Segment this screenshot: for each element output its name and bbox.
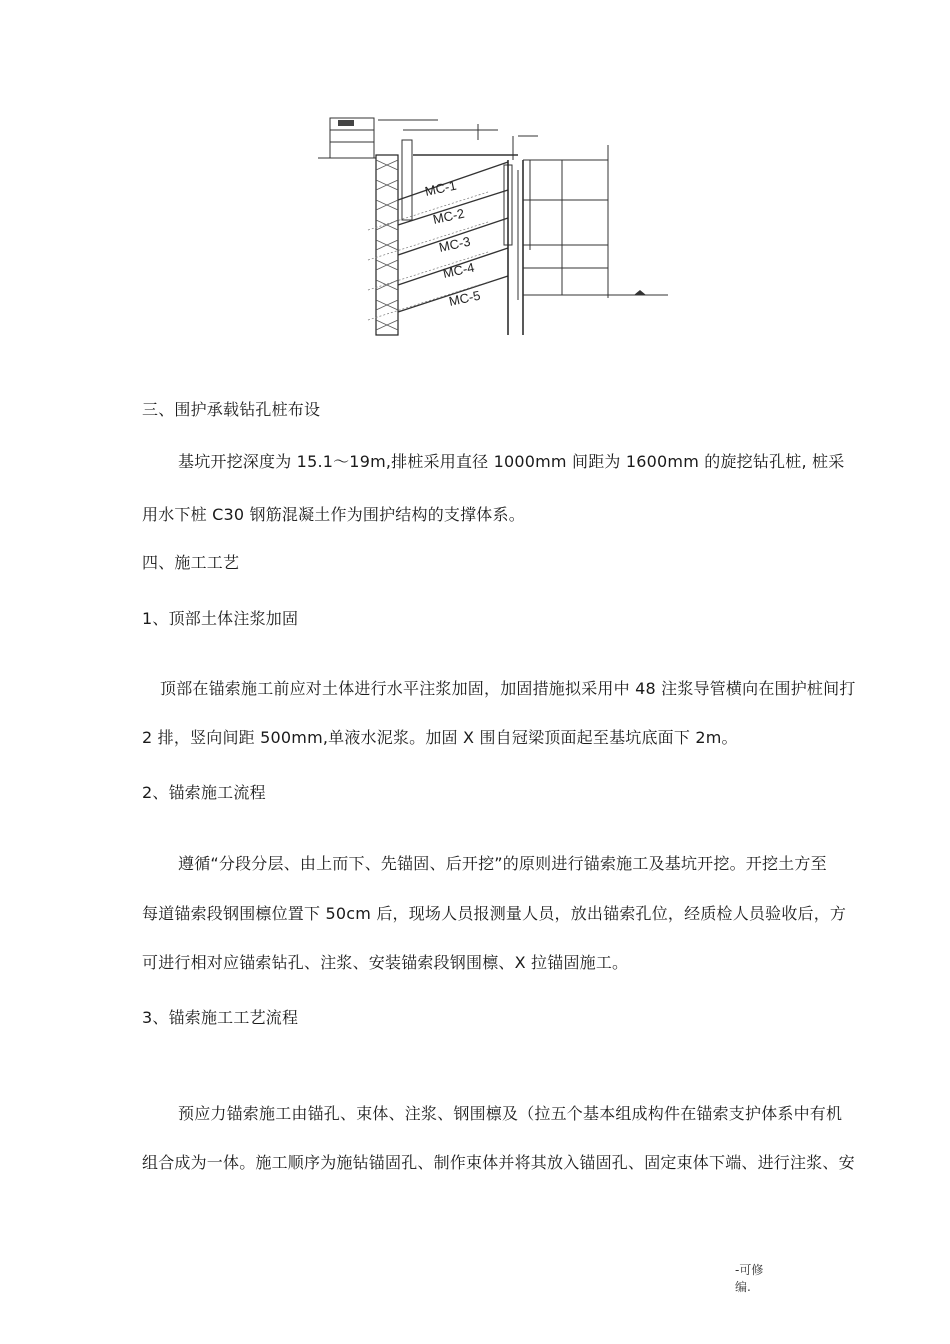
section-3-heading: 三、围护承载钻孔桩布设 <box>142 400 321 419</box>
subsection-2-line-1: 遵循“分段分层、由上而下、先锚固、后开挖”的原则进行锚索施工及基坑开挖。开挖土方至 <box>178 854 827 873</box>
anchor-label-2: MC-2 <box>431 205 466 227</box>
footer-note <box>735 1262 763 1296</box>
subsection-1-line-2: 2 排，竖向间距 500mm,单液水泥浆。加固 X 围自冠梁顶面起至基坑底面下 2m。 <box>142 728 738 747</box>
subsection-2-line-2: 每道锚索段钢围檩位置下 50cm 后，现场人员报测量人员，放出锚索孔位，经质检人员验收后，方 <box>142 904 847 923</box>
anchor-label-3: MC-3 <box>437 233 472 255</box>
drawing-svg <box>318 100 680 340</box>
subsection-3-line-2: 组合成为一体。施工顺序为施钻锚固孔、制作束体并将其放入锚固孔、固定束体下端、进行注浆、安 <box>142 1153 855 1172</box>
anchor-label-4: MC-4 <box>441 259 476 281</box>
footer-line-1: -可修 <box>735 1263 764 1277</box>
subsection-3-heading: 3、锚索施工工艺流程 <box>142 1008 299 1027</box>
section-3-paragraph-line-1: 基坑开挖深度为 15.1～19m,排桩采用直径 1000mm 间距为 1600mm 的旋挖钻孔桩, 桩采 <box>178 452 845 471</box>
subsection-1-line-1: 顶部在锚索施工前应对土体进行水平注浆加固，加固措施拟采用中 48 注浆导管横向在围护桩间打 <box>160 679 856 698</box>
anchor-section-drawing <box>318 100 680 340</box>
section-4-heading: 四、施工工艺 <box>142 553 240 572</box>
section-3-paragraph-line-2: 用水下桩 C30 钢筋混凝土作为围护结构的支撑体系。 <box>142 505 525 524</box>
footer-line-2: 编. <box>735 1280 751 1294</box>
subsection-1-heading: 1、顶部土体注浆加固 <box>142 609 299 628</box>
subsection-3-line-1: 预应力锚索施工由锚孔、束体、注浆、钢围檩及（拉五个基本组成构件在锚索支护体系中有机 <box>178 1104 843 1123</box>
anchor-label-5: MC-5 <box>447 287 482 309</box>
subsection-2-heading: 2、锚索施工流程 <box>142 783 266 802</box>
subsection-2-line-3: 可进行相对应锚索钻孔、注浆、安装锚索段钢围檩、X 拉锚固施工。 <box>142 953 629 972</box>
anchor-label-1: MC-1 <box>423 177 458 199</box>
